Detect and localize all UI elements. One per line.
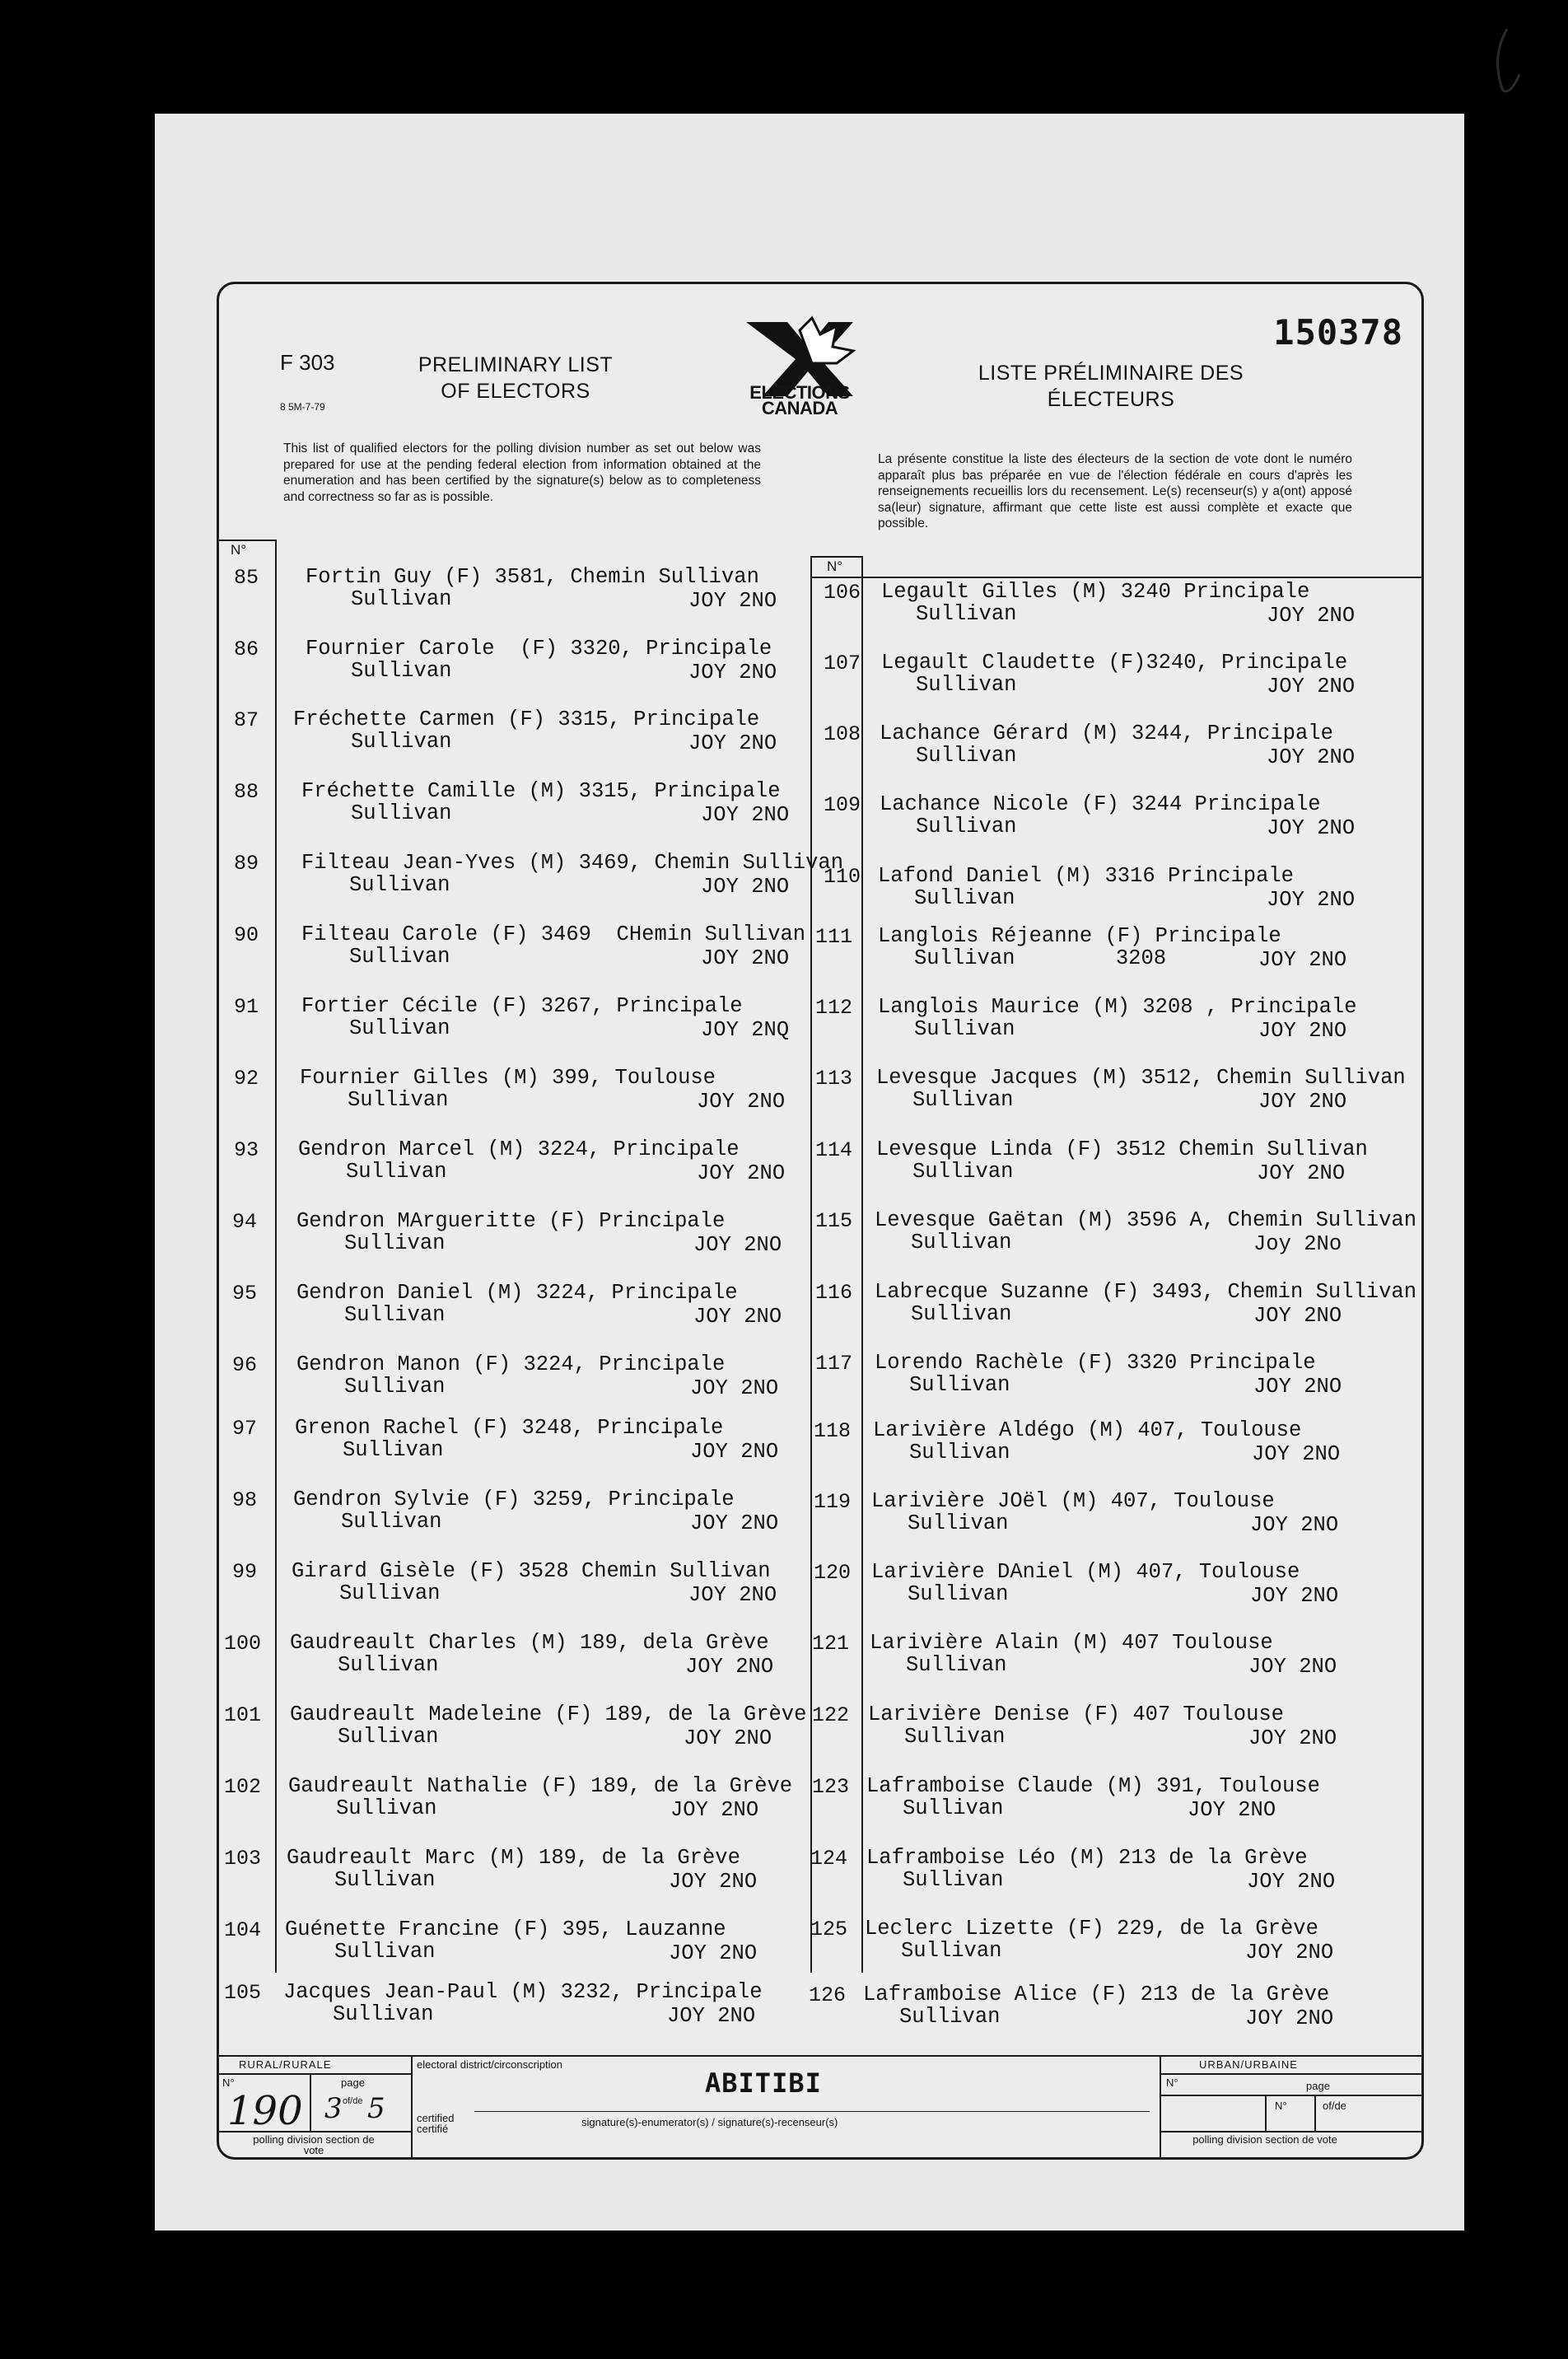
entry-line1: Larivière Denise (F) 407 Toulouse bbox=[868, 1703, 1284, 1726]
entry-number: 104 bbox=[224, 1918, 262, 1942]
entry-postal: JOY 2NO bbox=[693, 1305, 782, 1329]
entry-postal: JOY 2NO bbox=[688, 1583, 777, 1607]
urban-of-label: of/de bbox=[1323, 2100, 1346, 2112]
title-french: LISTE PRÉLIMINAIRE DES ÉLECTEURS bbox=[978, 362, 1244, 411]
entry-number: 86 bbox=[234, 638, 259, 661]
entry-line1: Gendron Marcel (M) 3224, Principale bbox=[298, 1137, 740, 1161]
entry-line2: Sullivan bbox=[916, 602, 1017, 626]
entry-postal: JOY 2NO bbox=[697, 1090, 786, 1114]
page-number: 3 bbox=[324, 2092, 343, 2125]
intro-french: La présente constitue la liste des électeurs de la section de vote dont le numéro apparaît plus bas préparée en vue de l'élection fédérale en cours d'après les renseignements recueillis lors du recensement. Le(s) recenseur(s) y a(ont) apposé sa(leur) signature, affirmant que cette liste est aussi complète et exacte que possible. bbox=[878, 452, 1352, 530]
entry-line1: Levesque Gaëtan (M) 3596 A, Chemin Sullivan bbox=[875, 1208, 1417, 1232]
entry-line2: Sullivan bbox=[912, 1088, 1014, 1112]
entry-number: 85 bbox=[234, 566, 259, 590]
entry-postal: JOY 2NO bbox=[1258, 948, 1347, 972]
number-header-right: N° bbox=[827, 558, 843, 574]
form-date: 8 5M-7-79 bbox=[280, 401, 325, 413]
entry-postal: JOY 2NO bbox=[688, 661, 777, 684]
form-number: F 303 bbox=[280, 350, 335, 375]
entry-number: 93 bbox=[234, 1138, 259, 1162]
entry-postal: JOY 2NO bbox=[1267, 604, 1356, 628]
entry-line1: Gendron Sylvie (F) 3259, Principale bbox=[293, 1488, 735, 1511]
entry-postal: JOY 2NO bbox=[1258, 1019, 1347, 1043]
entry-line1: Levesque Linda (F) 3512 Chemin Sullivan bbox=[876, 1137, 1368, 1161]
entry-line1: Labrecque Suzanne (F) 3493, Chemin Sullivan bbox=[875, 1280, 1417, 1304]
logo-text: ELECTIONS CANADA bbox=[749, 382, 850, 418]
entry-line2: Sullivan bbox=[338, 1653, 439, 1677]
entry-line1: Gendron Manon (F) 3224, Principale bbox=[296, 1352, 726, 1376]
entry-number: 87 bbox=[234, 708, 259, 732]
entry-postal: Joy 2No bbox=[1253, 1232, 1342, 1256]
entry-line2: Sullivan bbox=[916, 815, 1017, 838]
entry-line2: Sullivan bbox=[351, 801, 452, 825]
district-name: ABITIBI bbox=[705, 2067, 822, 2099]
divider-left-numbers bbox=[275, 540, 277, 1973]
entry-postal: JOY 2NO bbox=[1267, 745, 1356, 769]
entry-number: 98 bbox=[232, 1488, 258, 1512]
entry-number: 95 bbox=[232, 1282, 258, 1306]
entry-postal: JOY 2NO bbox=[685, 1655, 774, 1679]
entry-number: 114 bbox=[815, 1138, 853, 1162]
entry-line1: Fortin Guy (F) 3581, Chemin Sullivan bbox=[306, 565, 759, 589]
entry-line2: Sullivan bbox=[349, 873, 450, 897]
entry-line2: Sullivan bbox=[909, 1441, 1010, 1464]
entry-line2: Sullivan bbox=[916, 673, 1017, 697]
entry-postal: JOY 2NO bbox=[669, 1941, 758, 1965]
entry-line1: Larivière DAniel (M) 407, Toulouse bbox=[871, 1560, 1300, 1584]
entry-line2: Sullivan 3208 bbox=[914, 946, 1167, 970]
entry-line1: Filteau Carole (F) 3469 CHemin Sullivan bbox=[301, 923, 806, 946]
number-header-left: N° bbox=[231, 542, 247, 558]
entry-number: 124 bbox=[810, 1847, 848, 1871]
entry-number: 105 bbox=[224, 1981, 262, 2005]
entry-line1: Fréchette Carmen (F) 3315, Principale bbox=[293, 708, 760, 731]
entry-number: 121 bbox=[812, 1632, 850, 1656]
entry-number: 126 bbox=[809, 1983, 847, 2007]
footer-rural-rule bbox=[219, 2073, 411, 2075]
entry-line2: Sullivan bbox=[906, 1653, 1007, 1677]
title-english: PRELIMINARY LIST OF ELECTORS bbox=[418, 353, 614, 403]
entry-line2: Sullivan bbox=[916, 744, 1017, 768]
entry-postal: JOY 2NO bbox=[1250, 1584, 1339, 1608]
entry-line2: Sullivan bbox=[911, 1231, 1012, 1254]
footer-divider-rural bbox=[411, 2055, 413, 2157]
entry-postal: JOY 2NO bbox=[1253, 1375, 1342, 1399]
entry-line1: Fournier Carole (F) 3320, Principale bbox=[306, 637, 772, 661]
header-rule-left bbox=[219, 540, 277, 541]
entry-number: 118 bbox=[814, 1419, 852, 1443]
entry-postal: JOY 2NO bbox=[1188, 1798, 1276, 1822]
entry-line2: Sullivan bbox=[338, 1725, 439, 1749]
entry-postal: JOY 2NO bbox=[1267, 816, 1356, 840]
entry-line1: Laframboise Alice (F) 213 de la Grève bbox=[863, 1983, 1330, 2006]
entry-postal: JOY 2NO bbox=[701, 875, 790, 899]
entry-postal: JOY 2NO bbox=[701, 803, 790, 827]
entry-number: 90 bbox=[234, 923, 259, 947]
district-label: electoral district/circonscription bbox=[417, 2058, 563, 2071]
entry-line1: Guénette Francine (F) 395, Lauzanne bbox=[285, 1918, 726, 1941]
entry-line2: Sullivan bbox=[334, 1868, 436, 1892]
entry-line2: Sullivan bbox=[344, 1375, 446, 1399]
entry-number: 109 bbox=[824, 793, 861, 817]
entry-number: 97 bbox=[232, 1417, 258, 1441]
entry-line1: Langlois Maurice (M) 3208 , Principale bbox=[878, 995, 1357, 1019]
entry-number: 103 bbox=[224, 1847, 262, 1871]
entry-line2: Sullivan bbox=[336, 1796, 437, 1820]
entry-postal: JOY 2NO bbox=[690, 1440, 779, 1464]
rural-no-label: N° bbox=[222, 2076, 235, 2089]
entry-postal: JOY 2NO bbox=[1245, 1941, 1334, 1964]
entry-number: 119 bbox=[814, 1490, 852, 1514]
entry-postal: JOY 2NO bbox=[1248, 1655, 1337, 1679]
rural-page-label: page bbox=[341, 2076, 365, 2089]
entry-postal: JOY 2NO bbox=[1252, 1442, 1341, 1466]
entry-line2: Sullivan bbox=[911, 1302, 1012, 1326]
entry-postal: JOY 2NO bbox=[1248, 1726, 1337, 1750]
entry-line1: Lorendo Rachèle (F) 3320 Principale bbox=[875, 1351, 1316, 1375]
footer-urban-rule bbox=[1160, 2073, 1421, 2075]
entry-line1: Gaudreault Marc (M) 189, de la Grève bbox=[287, 1846, 740, 1870]
entry-line2: Sullivan bbox=[333, 2002, 434, 2026]
entry-line1: Fréchette Camille (M) 3315, Principale bbox=[301, 779, 781, 803]
entry-number: 115 bbox=[815, 1209, 853, 1233]
entry-postal: JOY 2NO bbox=[670, 1798, 759, 1822]
entry-line2: Sullivan bbox=[914, 886, 1015, 910]
rural-label: RURAL/RURALE bbox=[239, 2058, 332, 2071]
entry-postal: JOY 2NO bbox=[690, 1511, 779, 1535]
entry-postal: JOY 2NO bbox=[684, 1726, 772, 1750]
footer-urban-rule-3 bbox=[1160, 2131, 1421, 2132]
entry-number: 99 bbox=[232, 1560, 258, 1584]
entry-line2: Sullivan bbox=[341, 1510, 442, 1534]
entry-number: 96 bbox=[232, 1353, 258, 1377]
polling-division-number: 190 bbox=[227, 2088, 303, 2134]
urban-no2-label: N° bbox=[1275, 2100, 1287, 2112]
entry-number: 120 bbox=[814, 1561, 852, 1585]
footer-rural-page-divider bbox=[310, 2073, 311, 2131]
entry-number: 102 bbox=[224, 1775, 262, 1799]
entry-number: 106 bbox=[824, 581, 861, 605]
entry-line1: Laframboise Léo (M) 213 de la Grève bbox=[866, 1846, 1308, 1870]
entry-postal: JOY 2NO bbox=[688, 731, 777, 755]
entry-line2: Sullivan bbox=[912, 1160, 1014, 1184]
entry-number: 110 bbox=[824, 865, 861, 889]
entry-line1: Levesque Jacques (M) 3512, Chemin Sullivan bbox=[876, 1066, 1406, 1090]
entry-line1: Lachance Gérard (M) 3244, Principale bbox=[880, 722, 1333, 745]
entry-number: 125 bbox=[810, 1918, 848, 1941]
entry-postal: JOY 2NO bbox=[667, 2004, 756, 2028]
entry-line2: Sullivan bbox=[903, 1868, 1004, 1892]
entry-line2: Sullivan bbox=[339, 1581, 441, 1605]
entry-postal: JOY 2NO bbox=[697, 1161, 786, 1185]
entry-line1: Legault Claudette (F)3240, Principale bbox=[881, 651, 1348, 675]
entry-postal: JOY 2NO bbox=[693, 1233, 782, 1257]
entry-line1: Larivière Aldégo (M) 407, Toulouse bbox=[873, 1418, 1302, 1442]
entry-line1: Gendron Daniel (M) 3224, Principale bbox=[296, 1281, 738, 1305]
entry-number: 117 bbox=[815, 1352, 853, 1376]
entry-postal: JOY 2NO bbox=[1245, 2006, 1334, 2030]
entry-postal: JOY 2NO bbox=[1267, 888, 1356, 912]
entry-line2: Sullivan bbox=[334, 1940, 436, 1964]
entry-line2: Sullivan bbox=[351, 730, 452, 754]
entry-line1: Fortier Cécile (F) 3267, Principale bbox=[301, 994, 743, 1018]
entry-postal: JOY 2NO bbox=[1253, 1304, 1342, 1328]
divider-center-right bbox=[861, 556, 863, 1973]
entry-line1: Larivière JOël (M) 407, Toulouse bbox=[871, 1489, 1275, 1513]
entry-line1: Gaudreault Madeleine (F) 189, de la Grève bbox=[290, 1703, 807, 1726]
entry-line1: Larivière Alain (M) 407 Toulouse bbox=[870, 1631, 1273, 1655]
entry-postal: JOY 2NO bbox=[701, 946, 790, 970]
entry-line2: Sullivan bbox=[344, 1231, 446, 1255]
footer-urban-no-divider bbox=[1265, 2095, 1267, 2131]
entry-postal: JOY 2NO bbox=[1250, 1513, 1339, 1537]
footer-urban-rule-2 bbox=[1160, 2095, 1421, 2096]
entry-number: 107 bbox=[824, 652, 861, 675]
entry-line2: Sullivan bbox=[901, 1939, 1002, 1963]
entry-line2: Sullivan bbox=[343, 1438, 444, 1462]
urban-no-label: N° bbox=[1166, 2076, 1178, 2089]
entry-number: 112 bbox=[815, 996, 853, 1020]
urban-label: URBAN/URBAINE bbox=[1199, 2058, 1298, 2071]
header-rule-right-bottom bbox=[810, 577, 1421, 578]
entry-line1: Gaudreault Nathalie (F) 189, de la Grève bbox=[288, 1774, 793, 1798]
entry-number: 123 bbox=[812, 1775, 850, 1799]
entry-number: 89 bbox=[234, 852, 259, 876]
entry-postal: JOY 2NO bbox=[1257, 1161, 1346, 1185]
urban-polling-label: polling division section de vote bbox=[1192, 2133, 1337, 2146]
footer-top-rule bbox=[219, 2055, 1421, 2057]
entry-number: 100 bbox=[224, 1632, 262, 1656]
entry-line1: Jacques Jean-Paul (M) 3232, Principale bbox=[283, 1980, 763, 2004]
entry-line2: Sullivan bbox=[344, 1303, 446, 1327]
entry-line1: Girard Gisèle (F) 3528 Chemin Sullivan bbox=[292, 1559, 771, 1583]
entry-line2: Sullivan bbox=[908, 1511, 1009, 1535]
entry-postal: JOY 2NQ bbox=[701, 1018, 790, 1042]
entry-line2: Sullivan bbox=[899, 2005, 1001, 2029]
signature-label: signature(s)-enumerator(s) / signature(s)-recenseur(s) bbox=[581, 2116, 838, 2128]
entry-number: 116 bbox=[815, 1281, 853, 1305]
polling-division-label: polling division section de vote bbox=[253, 2133, 375, 2156]
entry-line1: Grenon Rachel (F) 3248, Principale bbox=[295, 1416, 724, 1440]
entry-line1: Gendron MArgueritte (F) Principale bbox=[296, 1209, 726, 1233]
entry-line2: Sullivan bbox=[351, 659, 452, 683]
entry-number: 113 bbox=[815, 1067, 853, 1091]
entry-postal: JOY 2NO bbox=[1258, 1090, 1347, 1114]
certified-label: certified certifié bbox=[417, 2112, 455, 2135]
entry-line2: Sullivan bbox=[908, 1582, 1009, 1606]
entry-line2: Sullivan bbox=[909, 1373, 1010, 1397]
entry-number: 122 bbox=[812, 1703, 850, 1727]
entry-postal: JOY 2NO bbox=[669, 1870, 758, 1894]
rural-of-label: of/de bbox=[343, 2096, 363, 2106]
entry-line1: Leclerc Lizette (F) 229, de la Grève bbox=[865, 1917, 1318, 1941]
entry-line2: Sullivan bbox=[903, 1796, 1004, 1820]
entry-line2: Sullivan bbox=[351, 587, 452, 611]
entry-postal: JOY 2NO bbox=[688, 589, 777, 613]
entry-postal: JOY 2NO bbox=[1247, 1870, 1336, 1894]
entry-number: 88 bbox=[234, 780, 259, 804]
serial-number: 150378 bbox=[1273, 312, 1403, 353]
entry-postal: JOY 2NO bbox=[1267, 675, 1356, 698]
entry-line2: Sullivan bbox=[349, 1016, 450, 1040]
entry-line1: Gaudreault Charles (M) 189, dela Grève bbox=[290, 1631, 769, 1655]
footer-urban-of-divider bbox=[1314, 2095, 1316, 2131]
entry-number: 101 bbox=[224, 1703, 262, 1727]
entry-line1: Lafond Daniel (M) 3316 Principale bbox=[878, 864, 1294, 888]
header-rule-mid bbox=[810, 556, 861, 558]
entry-line2: Sullivan bbox=[346, 1160, 447, 1184]
intro-english: This list of qualified electors for the polling division number as set out below was prepared for use at the pending federal election from information obtained at the enumeration and has been certified by the signature(s) below as to completeness and correctness so far as is possible. bbox=[283, 441, 761, 504]
entry-number: 92 bbox=[234, 1067, 259, 1091]
entry-line1: Fournier Gilles (M) 399, Toulouse bbox=[300, 1066, 716, 1090]
entry-number: 91 bbox=[234, 995, 259, 1019]
entry-line2: Sullivan bbox=[349, 945, 450, 969]
electors-form bbox=[217, 282, 1424, 2160]
entry-number: 111 bbox=[815, 925, 853, 949]
entry-line2: Sullivan bbox=[914, 1017, 1015, 1041]
entry-line1: Lachance Nicole (F) 3244 Principale bbox=[880, 792, 1321, 816]
divider-center-left bbox=[810, 556, 812, 1973]
entry-line1: Filteau Jean-Yves (M) 3469, Chemin Sullivan bbox=[301, 851, 844, 875]
entry-postal: JOY 2NO bbox=[690, 1376, 779, 1400]
entry-number: 108 bbox=[824, 722, 861, 746]
signature-line bbox=[474, 2111, 1150, 2112]
total-pages-number: 5 bbox=[367, 2092, 385, 2125]
entry-line1: Laframboise Claude (M) 391, Toulouse bbox=[866, 1774, 1320, 1798]
entry-line1: Langlois Réjeanne (F) Principale bbox=[878, 924, 1281, 948]
entry-line2: Sullivan bbox=[904, 1725, 1006, 1749]
entry-number: 94 bbox=[232, 1210, 258, 1234]
entry-line1: Legault Gilles (M) 3240 Principale bbox=[881, 580, 1310, 604]
footer-divider-urban bbox=[1160, 2055, 1161, 2157]
entry-line2: Sullivan bbox=[348, 1088, 449, 1112]
urban-page-label: page bbox=[1306, 2080, 1330, 2092]
ink-mark-decoration bbox=[1474, 25, 1524, 99]
